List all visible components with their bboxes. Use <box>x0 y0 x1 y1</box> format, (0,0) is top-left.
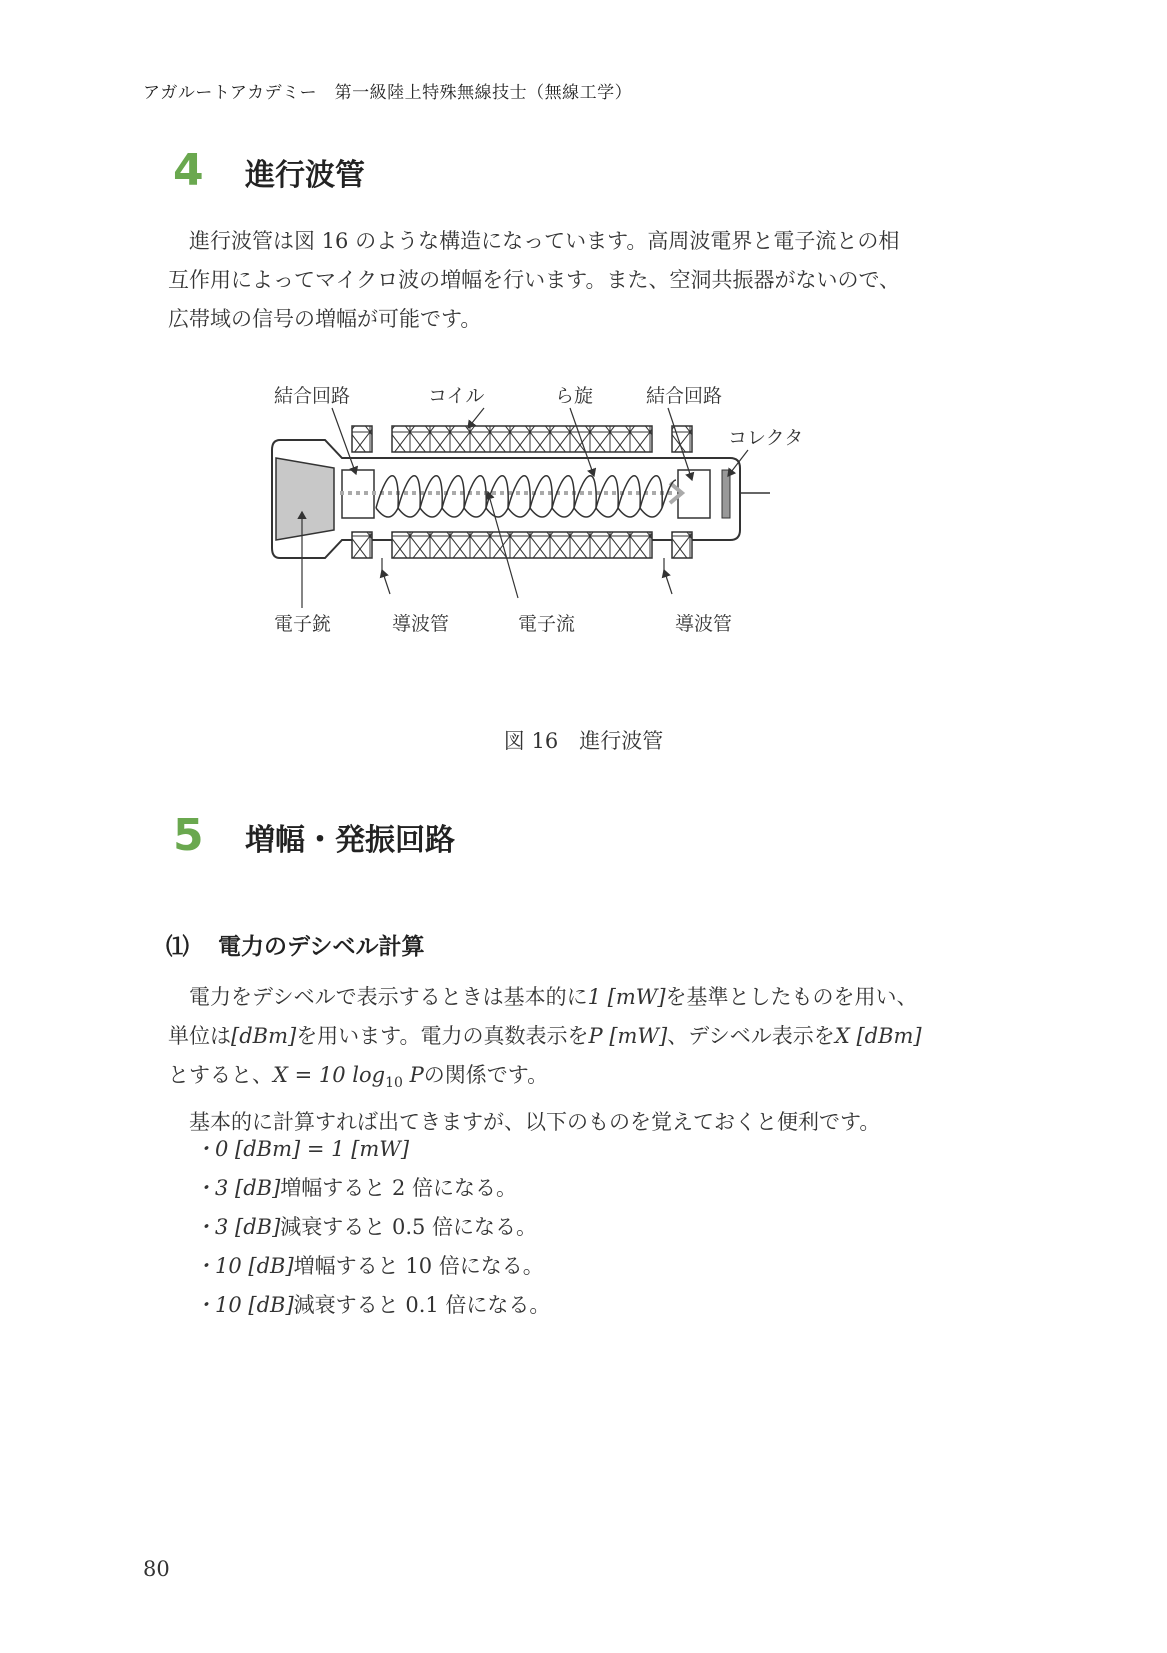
label-coupling-right: 結合回路 <box>646 385 723 407</box>
electron-gun-shape <box>276 458 334 540</box>
label-coupling-left: 結合回路 <box>274 385 351 407</box>
math-expression: X = 10 log <box>273 1063 386 1087</box>
paragraph-line: 広帯域の信号の増幅が可能です。 <box>168 307 482 331</box>
coil-bottom-left-block <box>352 532 372 558</box>
running-header: アガルートアカデミー 第一級陸上特殊無線技士（無線工学） <box>143 83 633 103</box>
paragraph-line <box>168 1056 1008 1103</box>
label-coil: コイル <box>428 385 485 407</box>
label-collector: コレクタ <box>728 427 804 449</box>
list-item <box>194 1169 550 1208</box>
list-item <box>194 1208 550 1247</box>
section-title: 進行波管 <box>245 158 365 193</box>
coil-top-left-block <box>352 426 372 452</box>
subsection-title: 電力のデシベル計算 <box>218 934 425 960</box>
section-number: 4 <box>173 145 204 196</box>
math-expression: ・3 [dB] <box>194 1215 281 1239</box>
text: の関係です。 <box>423 1063 549 1087</box>
paragraph-line <box>168 978 1008 1017</box>
list-item <box>194 1286 550 1325</box>
math-expression: 1 [mW] <box>587 985 666 1009</box>
math-expression: P <box>402 1063 424 1087</box>
label-helix: ら旋 <box>555 385 594 407</box>
text: 、デシベル表示を <box>667 1024 835 1048</box>
label-electron-gun: 電子銃 <box>274 613 332 635</box>
section-4-paragraph <box>168 222 1008 339</box>
text: 減衰すると 0.1 倍になる。 <box>293 1293 551 1317</box>
section-number: 5 <box>173 810 204 861</box>
section-title: 増幅・発振回路 <box>245 823 455 858</box>
paragraph-line: 進行波管は図 16 のような構造になっています。高周波電界と電子流との相 <box>189 229 900 253</box>
page-number: 80 <box>143 1557 170 1581</box>
section-5-heading <box>173 810 455 861</box>
twt-diagram <box>270 380 830 654</box>
text: 電力をデシベルで表示するときは基本的に <box>189 985 588 1009</box>
subsection-heading <box>166 928 425 961</box>
figure-caption: 図 16 進行波管 <box>503 729 664 753</box>
coil-bottom-right-block <box>672 532 692 558</box>
text: 増幅すると 2 倍になる。 <box>280 1176 518 1200</box>
paragraph-line: 基本的に計算すれば出てきますが、以下のものを覚えておくと便利です。 <box>189 1110 881 1135</box>
math-expression: ・10 [dB] <box>194 1254 294 1278</box>
math-expression: P [mW] <box>588 1024 668 1048</box>
paragraph-line <box>168 1017 1008 1056</box>
list-item <box>194 1247 550 1286</box>
label-waveguide-left: 導波管 <box>392 613 450 635</box>
decibel-facts-list <box>194 1130 550 1325</box>
section-4-heading <box>173 145 365 196</box>
math-expression: ・10 [dB] <box>194 1293 294 1317</box>
math-expression: [dBm] <box>231 1024 297 1048</box>
subsection-number: ⑴ <box>166 934 189 960</box>
math-expression: ・0 [dBm] = 1 [mW] <box>194 1137 410 1161</box>
text: を用います。電力の真数表示を <box>296 1024 589 1048</box>
paragraph-line: 互作用によってマイクロ波の増幅を行います。また、空洞共振器がないので、 <box>168 268 901 292</box>
text: 減衰すると 0.5 倍になる。 <box>280 1215 538 1239</box>
list-item <box>194 1130 550 1169</box>
label-waveguide-right: 導波管 <box>675 613 733 635</box>
text: とすると、 <box>168 1063 273 1087</box>
math-expression: X [dBm] <box>834 1024 922 1048</box>
text: を基準としたものを用い、 <box>665 985 918 1009</box>
coil-bottom-main <box>392 532 652 558</box>
label-electron-flow: 電子流 <box>518 613 576 635</box>
text: 単位は <box>168 1024 231 1048</box>
text: 増幅すると 10 倍になる。 <box>293 1254 544 1278</box>
math-expression: ・3 [dB] <box>194 1176 281 1200</box>
subscript: 10 <box>385 1075 403 1092</box>
collector-plate <box>722 470 730 518</box>
coil-top-main <box>392 426 652 452</box>
section-5-paragraph <box>168 978 1008 1142</box>
